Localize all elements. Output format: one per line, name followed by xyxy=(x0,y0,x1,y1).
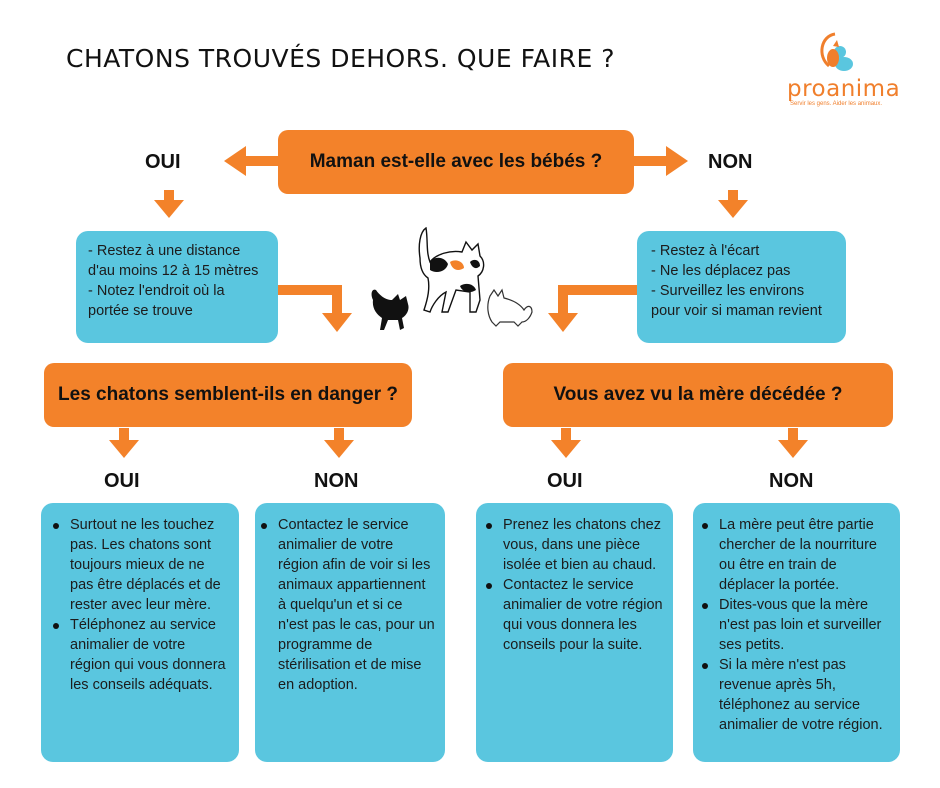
label-oui-top: OUI xyxy=(145,151,181,173)
right-question-text: Vous avez vu la mère décédée ? xyxy=(553,384,843,405)
answer-box-danger-non xyxy=(255,503,445,762)
right-info-box xyxy=(637,231,846,343)
left-question-text: Les chatons semblent-ils en danger ? xyxy=(58,384,398,405)
right-info-item: - Restez à l'écart xyxy=(651,243,760,259)
left-info-box xyxy=(76,231,278,343)
answer-item: Surtout ne les touchez pas. Les chatons sont toujours mieux de ne pas être déplacés et de rester avec leur mère. xyxy=(70,515,227,615)
left-info-item: - Restez à une distance d'au moins 12 à 15 mètres xyxy=(88,243,259,279)
answer-item: Si la mère n'est pas revenue après 5h, téléphonez au service animalier de votre région. xyxy=(719,655,890,735)
calico-cat-icon xyxy=(419,228,483,312)
answer-item: Dites-vous que la mère n'est pas loin et surveiller ses petits. xyxy=(719,595,890,655)
right-info-item: - Surveillez les environs pour voir si maman revient xyxy=(651,283,822,319)
white-kitten-icon xyxy=(488,290,532,326)
left-info-item: - Notez l'endroit où la portée se trouve xyxy=(88,283,225,319)
logo-name: proanima xyxy=(787,76,901,102)
answer-box-decedee-oui xyxy=(476,503,673,762)
top-question-box xyxy=(278,130,634,194)
answer-box-danger-oui xyxy=(41,503,239,762)
black-kitten-icon xyxy=(372,290,409,330)
label-oui-decedee: OUI xyxy=(547,470,583,492)
answer-item: Contactez le service animalier de votre région afin de voir si les animaux appartiennent à quelqu'un et si ce n'est pas le cas, pour un programme de stérilisation et de mise en adoption. xyxy=(278,517,435,693)
right-info-item: - Ne les déplacez pas xyxy=(651,263,791,279)
left-question-box xyxy=(44,363,412,427)
answer-item: Contactez le service animalier de votre région qui vous donnera les conseils pour la suite. xyxy=(503,577,663,653)
label-oui-danger: OUI xyxy=(104,470,140,492)
right-question-box xyxy=(503,363,893,427)
top-question-text: Maman est-elle avec les bébés ? xyxy=(309,151,603,172)
label-non-danger: NON xyxy=(314,470,359,492)
answer-item: La mère peut être partie chercher de la nourriture ou être en train de déplacer la portée. xyxy=(719,515,890,595)
answer-item: Prenez les chatons chez vous, dans une pièce isolée et bien au chaud. xyxy=(503,515,663,575)
label-non-top: NON xyxy=(708,151,753,173)
label-non-decedee: NON xyxy=(769,470,814,492)
answer-box-decedee-non xyxy=(693,503,900,762)
page-title: CHATONS TROUVÉS DEHORS. QUE FAIRE ? xyxy=(66,44,616,73)
logo-tagline: Servir les gens. Aider les animaux. xyxy=(790,101,883,107)
answer-item: Téléphonez au service animalier de votre région qui vous donnera les conseils adéquats. xyxy=(70,617,226,693)
